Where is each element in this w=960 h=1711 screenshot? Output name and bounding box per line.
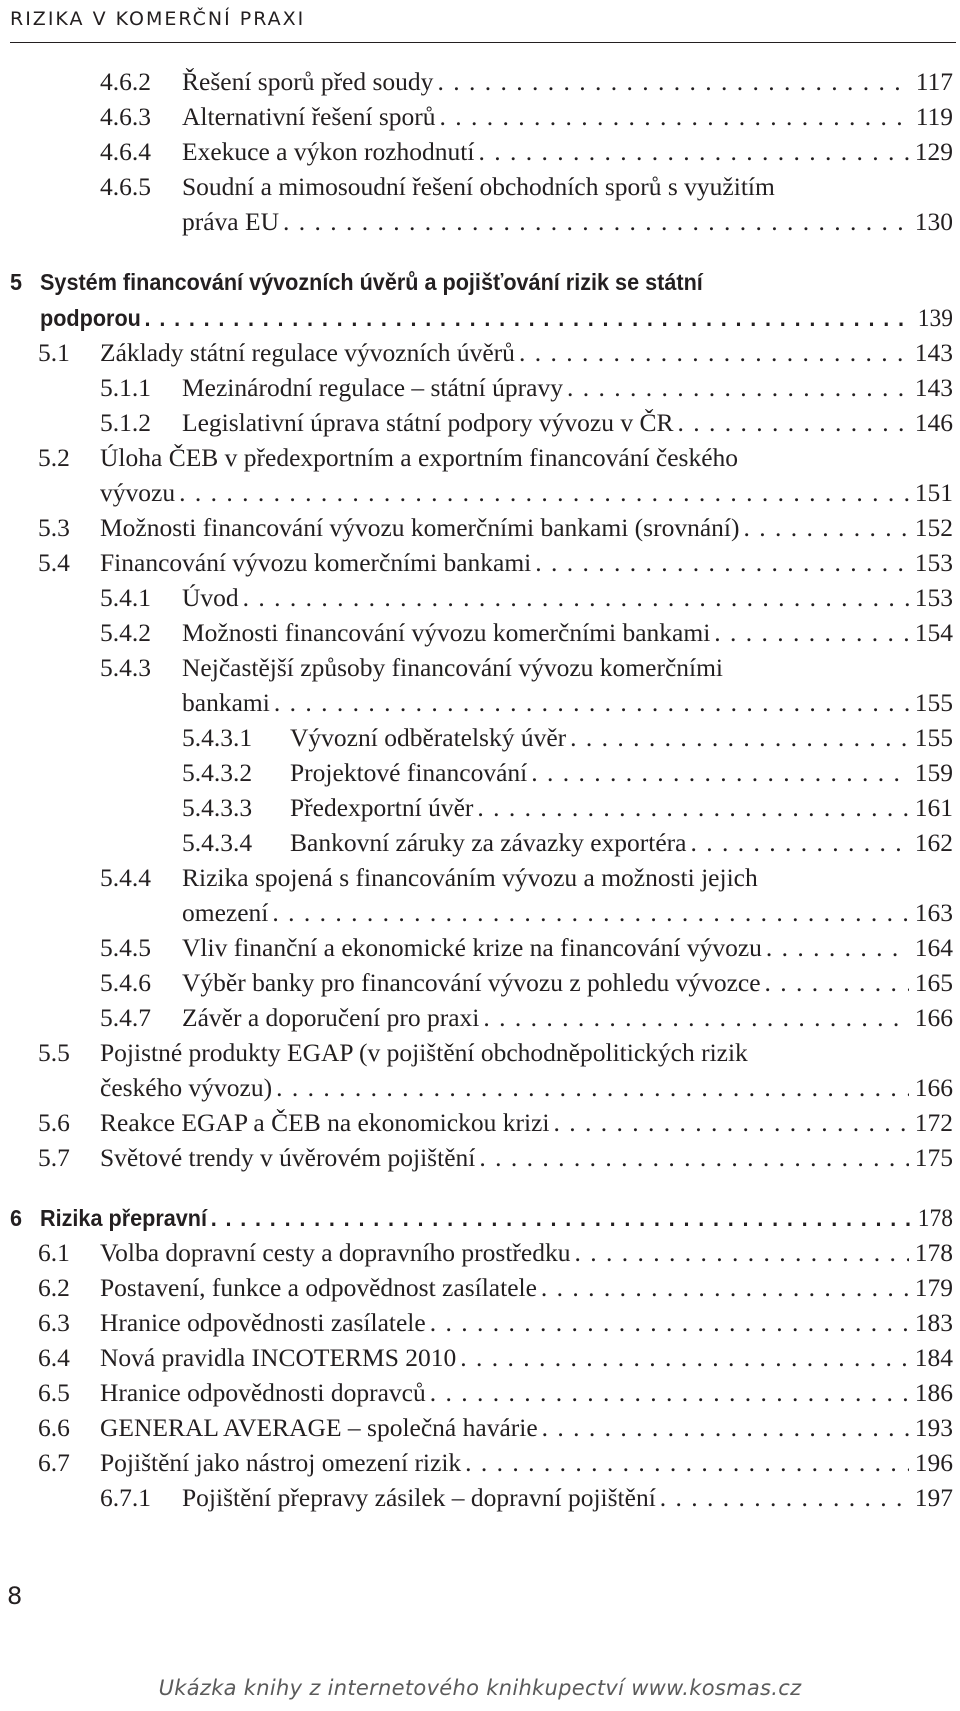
toc-leader-dots [678,407,909,439]
toc-entry-title: bankami [182,688,270,717]
toc-entry-title: GENERAL AVERAGE – společná havárie [100,1413,538,1442]
toc-entry-number: 5.4.3.4 [182,828,253,857]
toc-leader-dots [483,1002,908,1034]
toc-entry-title: Legislativní úprava státní podpory vývozu v ČR [182,408,674,437]
toc-entry [182,757,953,789]
toc-entry-page: 178 [917,1203,953,1232]
toc-entry [182,897,953,929]
toc-entry-title: vývozu [100,478,176,507]
toc-entry-page: 178 [914,1238,953,1267]
toc-entry-page: 146 [914,408,953,437]
toc-entry-number: 5.4.3 [100,653,151,682]
toc-entry-title: Nová pravidla INCOTERMS 2010 [100,1343,457,1372]
toc-leader-dots [765,967,909,999]
toc-entry-title: Pojištění přepravy zásilek – dopravní pojištění [182,1483,656,1512]
toc-entry-number: 5.5 [38,1038,70,1067]
toc-entry-number: 6.4 [38,1343,70,1372]
toc-leader-dots [276,1072,909,1104]
toc-leader-dots [211,1202,913,1234]
toc-leader-dots [531,757,909,789]
toc-entry-title: Financování vývozu komerčními bankami [100,548,532,577]
toc-entry-page: 143 [914,373,953,402]
toc-entry [100,967,953,999]
toc-leader-dots [535,547,908,579]
toc-entry-page: 163 [914,898,953,927]
toc-entry-title: Hranice odpovědnosti dopravců [100,1378,426,1407]
toc-entry-page: 153 [914,548,953,577]
toc-leader-dots [465,1447,909,1479]
toc-entry-number: 5.4.2 [100,618,151,647]
toc-entry-number: 6.6 [38,1413,70,1442]
toc-entry-number: 5.3 [38,513,70,542]
footer-watermark: Ukázka knihy z internetového knihkupectví www.kosmas.cz [158,1676,802,1700]
toc-entry-page: 179 [914,1273,953,1302]
toc-entry [100,617,953,649]
toc-entry-title: Úloha ČEB v předexportním a exportním financování českého [100,443,739,472]
toc-entry-title: Úvod [182,583,239,612]
toc-entry-page: 130 [914,207,953,236]
toc-entry-page: 143 [914,338,953,367]
toc-entry-title: českého vývozu) [100,1073,273,1102]
running-header-title: RIZIKA V KOMERČNÍ PRAXI [10,8,306,30]
toc-leader-dots [430,1377,909,1409]
page-number: 8 [7,1582,23,1610]
toc-entry [100,1072,953,1104]
toc-leader-dots [542,1412,909,1444]
toc-entry-title: Reakce EGAP a ČEB na ekonomickou krizi [100,1108,550,1137]
toc-entry [38,337,953,369]
toc-leader-dots [553,1107,908,1139]
toc-entry-number: 5.4.4 [100,863,151,892]
toc-entry [100,372,953,404]
toc-entry [38,512,953,544]
toc-leader-dots [274,687,909,719]
toc-leader-dots [145,302,913,334]
running-header [10,6,956,43]
toc-leader-dots [570,722,909,754]
toc-leader-dots [460,1342,908,1374]
toc-leader-dots [477,792,908,824]
toc-entry [100,582,953,614]
toc-entry [182,687,953,719]
toc-entry-number: 5.4.6 [100,968,151,997]
toc-entry-page: 165 [914,968,953,997]
toc-entry-page: 166 [914,1003,953,1032]
toc-leader-dots [766,932,909,964]
toc-entry-number: 5.6 [38,1108,70,1137]
toc-entry-number: 5.4.7 [100,1003,151,1032]
toc-entry-title: Postavení, funkce a odpovědnost zasílatele [100,1273,537,1302]
toc-entry-page: 161 [914,793,953,822]
toc-leader-dots [272,897,908,929]
toc-leader-dots [479,1142,908,1174]
toc-entry-title: Řešení sporů před soudy [182,67,434,96]
toc-entry [40,302,953,334]
toc-entry-title: Vývozní odběratelský úvěr [290,723,567,752]
toc-entry-page: 155 [914,688,953,717]
toc-leader-dots [179,477,909,509]
toc-entry-page: 119 [915,102,953,131]
toc-entry-page: 197 [914,1483,953,1512]
toc-entry-number: 5.4.3.2 [182,758,253,787]
toc-entry-number: 4.6.5 [100,172,151,201]
toc-entry-title: Alternativní řešení sporů [182,102,436,131]
toc-leader-dots [437,66,909,98]
toc-entry-title: Pojištění jako nástroj omezení rizik [100,1448,462,1477]
toc-entry [100,1002,953,1034]
toc-entry-title: Bankovní záruky za závazky exportéra [290,828,687,857]
toc-entry-number: 5.4.5 [100,933,151,962]
toc-entry [38,1237,953,1269]
toc-entry-title: Systém financování vývozních úvěrů a pojišťování rizik se státní [40,269,703,295]
toc-entry-number: 5.2 [38,443,70,472]
toc-entry [38,1447,953,1479]
toc-entry-number: 5.7 [38,1143,70,1172]
toc-leader-dots [714,617,908,649]
toc-entry-title: Závěr a doporučení pro praxi [182,1003,480,1032]
toc-entry-number: 5.4.3.1 [182,723,253,752]
toc-entry-title: Nejčastější způsoby financování vývozu komerčními [182,653,724,682]
toc-entry [182,827,953,859]
toc-entry [38,547,953,579]
toc-entry-title: Soudní a mimosoudní řešení obchodních sporů s využitím [182,172,775,201]
toc-entry [100,101,953,133]
toc-entry-title: Předexportní úvěr [290,793,474,822]
toc-entry-number: 6 [10,1205,23,1231]
toc-leader-dots [690,827,908,859]
toc-leader-dots [430,1307,909,1339]
toc-entry-title: Projektové financování [290,758,528,787]
toc-entry [38,1307,953,1339]
toc-entry-page: 172 [914,1108,953,1137]
toc-entry-page: 152 [914,513,953,542]
toc-entry-title: Vliv finanční a ekonomické krize na financování vývozu [182,933,762,962]
toc-entry [100,862,953,894]
toc-entry-title: Exekuce a výkon rozhodnutí [182,137,475,166]
toc-entry-page: 151 [914,478,953,507]
toc-entry-title: Možnosti financování vývozu komerčními bankami [182,618,711,647]
toc-entry [100,407,953,439]
toc-leader-dots [283,206,909,238]
toc-entry-number: 6.7 [38,1448,70,1477]
toc-entry-page: 183 [914,1308,953,1337]
toc-entry-number: 6.7.1 [100,1483,151,1512]
toc-entry-title: podporou [40,305,141,331]
toc-entry-page: 139 [917,303,953,332]
toc-leader-dots [243,582,909,614]
toc-entry-number: 5 [10,269,23,295]
toc-entry [38,1377,953,1409]
toc-entry-title: Mezinárodní regulace – státní úpravy [182,373,563,402]
toc-entry [100,1482,953,1514]
toc-entry-number: 4.6.4 [100,137,151,166]
toc-entry-number: 4.6.2 [100,67,151,96]
toc-entry-number: 5.4 [38,548,70,577]
toc-entry [38,1107,953,1139]
toc-entry-number: 5.4.3.3 [182,793,253,822]
toc-entry-number: 6.5 [38,1378,70,1407]
toc-entry-page: 153 [914,583,953,612]
toc-entry [38,1142,953,1174]
toc-entry-number: 5.1 [38,338,70,367]
toc-entry [100,171,953,203]
toc-entry-page: 164 [914,933,953,962]
toc-entry-number: 5.4.1 [100,583,151,612]
toc-entry-title: Rizika přepravní [40,1205,208,1231]
toc-entry [100,136,953,168]
toc-entry [100,477,953,509]
toc-entry-title: Hranice odpovědnosti zasílatele [100,1308,426,1337]
toc-entry-number: 4.6.3 [100,102,151,131]
toc-entry-title: omezení [182,898,269,927]
toc-entry-title: Volba dopravní cesty a dopravního prostředku [100,1238,571,1267]
toc-entry-number: 5.1.1 [100,373,151,402]
toc-entry [182,206,953,238]
toc-entry-title: Základy státní regulace vývozních úvěrů [100,338,515,367]
toc-entry-page: 129 [914,137,953,166]
toc-entry [38,1037,953,1069]
toc-leader-dots [660,1482,909,1514]
toc-entry-page: 184 [914,1343,953,1372]
toc-leader-dots [478,136,908,168]
toc-entry-title: Výběr banky pro financování vývozu z pohledu vývozce [182,968,761,997]
toc-entry-page: 162 [914,828,953,857]
toc-entry-title: Možnosti financování vývozu komerčními bankami (srovnání) [100,513,740,542]
toc-entry-page: 154 [914,618,953,647]
toc-entry [38,1412,953,1444]
toc-entry [38,1272,953,1304]
toc-entry-number: 5.1.2 [100,408,151,437]
toc-entry-page: 155 [914,723,953,752]
toc-entry [38,442,953,474]
toc-leader-dots [519,337,909,369]
toc-entry-title: Světové trendy v úvěrovém pojištění [100,1143,476,1172]
toc-entry [182,792,953,824]
toc-entry-page: 186 [914,1378,953,1407]
toc-entry-number: 6.2 [38,1273,70,1302]
toc-entry [100,66,953,98]
toc-entry-page: 175 [914,1143,953,1172]
toc-entry-number: 6.3 [38,1308,70,1337]
toc-leader-dots [541,1272,909,1304]
toc-entry [38,1342,953,1374]
toc-entry-page: 117 [915,67,953,96]
toc-entry [100,932,953,964]
toc-entry-page: 166 [914,1073,953,1102]
toc-entry [100,652,953,684]
toc-entry [10,1202,953,1234]
toc-entry-title: Pojistné produkty EGAP (v pojištění obchodněpolitických rizik [100,1038,748,1067]
toc-leader-dots [574,1237,908,1269]
toc-entry [182,722,953,754]
toc-entry-title: práva EU [182,207,279,236]
toc-entry [10,266,953,298]
toc-entry-number: 6.1 [38,1238,70,1267]
toc-entry-page: 159 [914,758,953,787]
toc-leader-dots [567,372,909,404]
toc-leader-dots [440,101,910,133]
toc-entry-page: 193 [914,1413,953,1442]
toc-entry-page: 196 [914,1448,953,1477]
toc-entry-title: Rizika spojená s financováním vývozu a možnosti jejich [182,863,758,892]
toc-leader-dots [743,512,908,544]
